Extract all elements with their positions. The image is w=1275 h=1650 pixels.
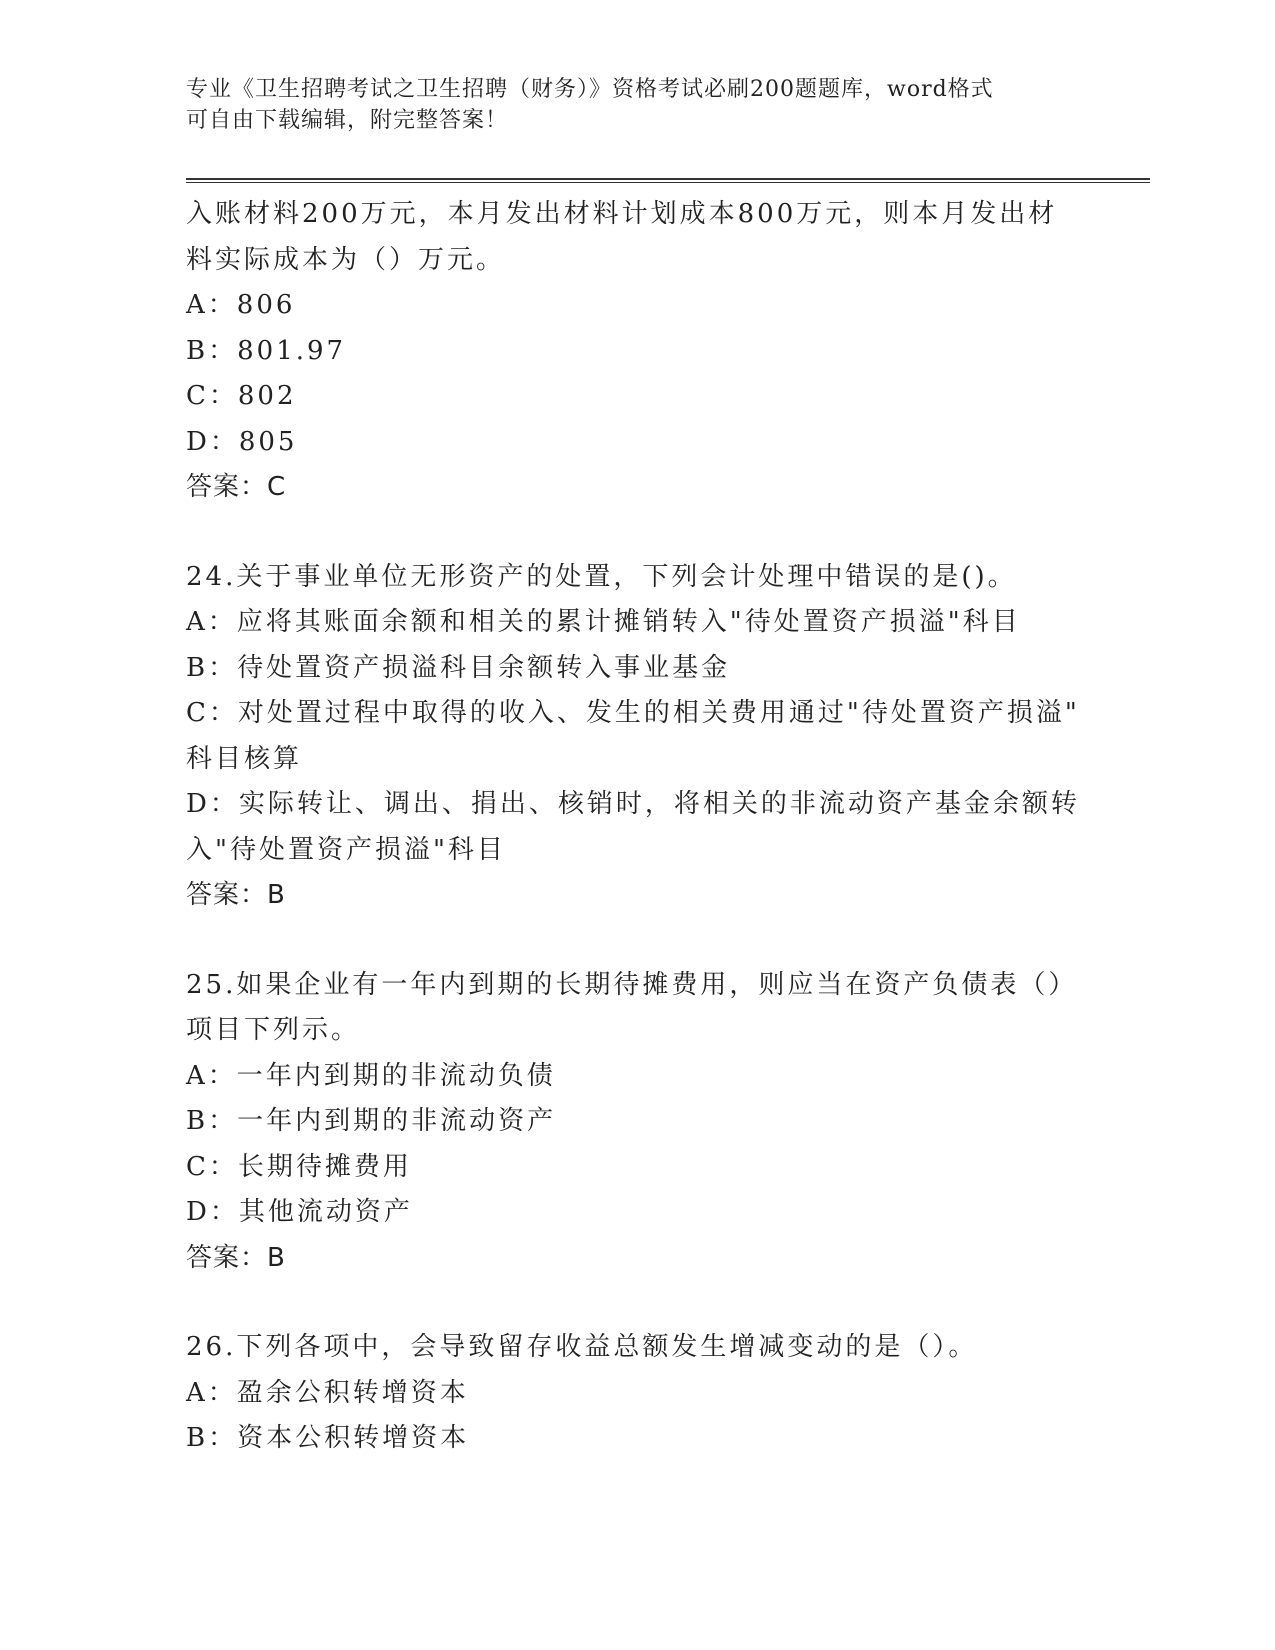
question-spacer [186, 919, 1086, 963]
question-stem-line: 入账材料200万元，本月发出材料计划成本800万元，则本月发出材 [186, 199, 1058, 229]
answer-line: 答案：C [186, 472, 287, 502]
option-c-line: 科目核算 [186, 743, 303, 774]
question-spacer [186, 511, 1086, 555]
question-23 [186, 192, 1086, 511]
option-d: D：805 [186, 426, 298, 457]
answer-line: 答案：B [186, 880, 286, 910]
option-d-line: 入"待处置资产损溢"科目 [186, 834, 506, 865]
option-d-line: D：实际转让、调出、捐出、核销时，将相关的非流动资产基金余额转 [186, 789, 1080, 819]
question-list [186, 192, 1086, 1462]
question-26 [186, 1325, 1086, 1462]
option-a: A：盈余公积转增资本 [186, 1377, 469, 1408]
question-spacer [186, 1281, 1086, 1325]
option-b: B：801.97 [186, 335, 347, 366]
option-b: B：一年内到期的非流动资产 [186, 1106, 557, 1136]
option-a: A：806 [186, 290, 296, 320]
option-c-line: C：对处置过程中取得的收入、发生的相关费用通过"待处置资产损溢" [186, 698, 1080, 728]
option-c: C：长期待摊费用 [186, 1151, 412, 1182]
question-stem: 24.关于事业单位无形资产的处置，下列会计处理中错误的是()。 [186, 561, 1017, 592]
option-c: C：802 [186, 381, 297, 411]
question-stem-line: 25.如果企业有一年内到期的长期待摊费用，则应当在资产负债表（） [186, 969, 1078, 1000]
header-title-line-2: 可自由下载编辑，附完整答案！ [186, 108, 509, 133]
option-b: B：待处置资产损溢科目余额转入事业基金 [186, 652, 731, 683]
option-a: A：一年内到期的非流动负债 [186, 1060, 556, 1091]
option-a: A：应将其账面余额和相关的累计摊销转入"待处置资产损溢"科目 [186, 607, 1021, 637]
option-d: D：其他流动资产 [186, 1197, 413, 1227]
header-divider [186, 178, 1150, 183]
document-header [186, 74, 1066, 136]
question-24 [186, 555, 1086, 919]
question-stem-line: 项目下列示。 [186, 1015, 361, 1045]
question-stem: 26.下列各项中，会导致留存收益总额发生增减变动的是（）。 [186, 1332, 978, 1362]
question-25 [186, 963, 1086, 1282]
option-b: B：资本公积转增资本 [186, 1423, 470, 1453]
header-title-line-1: 专业《卫生招聘考试之卫生招聘（财务）》资格考试必刷200题题库，word格式 [186, 77, 994, 102]
answer-line: 答案：B [186, 1242, 286, 1273]
question-stem-line: 料实际成本为（）万元。 [186, 244, 506, 275]
